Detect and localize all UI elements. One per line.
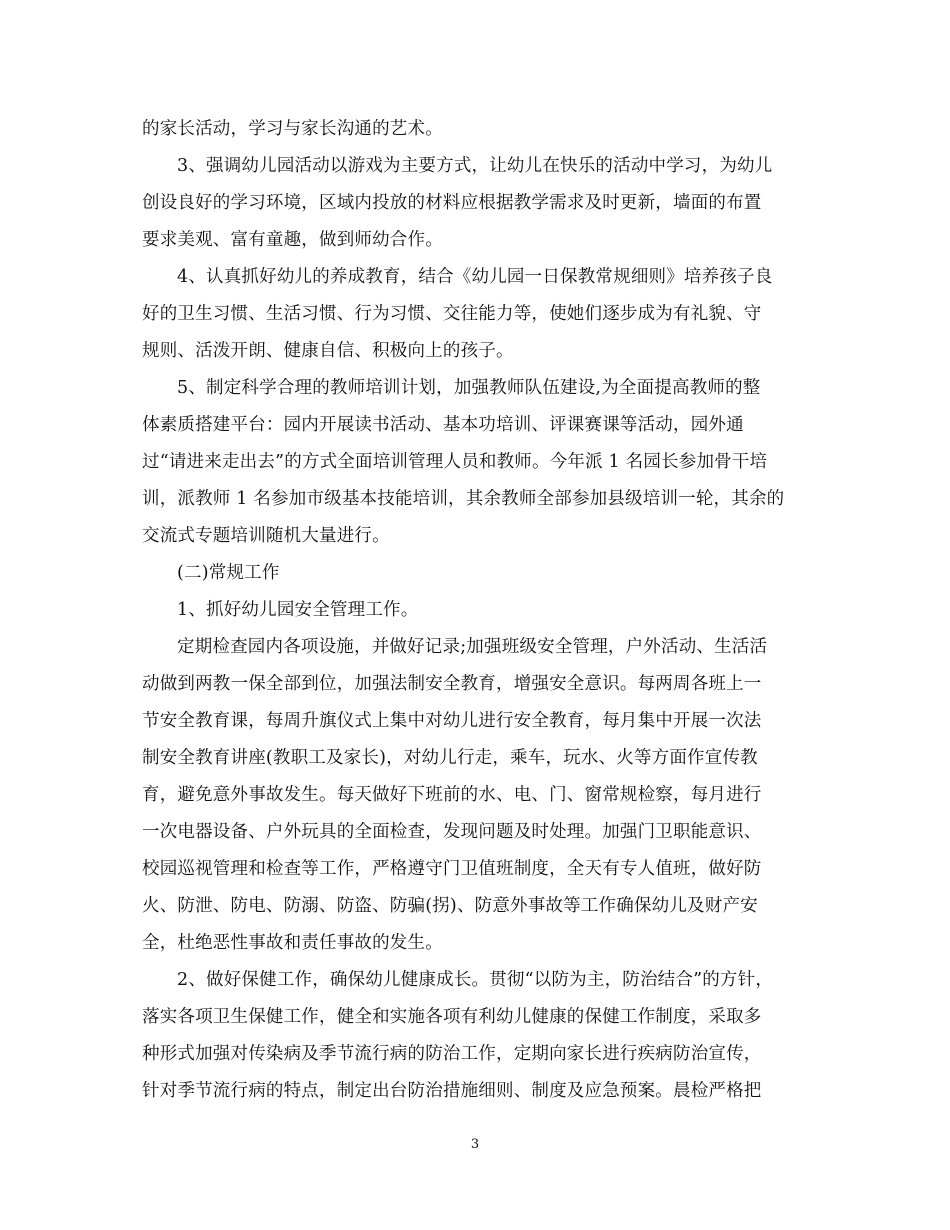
text-line: 过“请进来走出去”的方式全面培训管理人员和教师。今年派 1 名园长参加骨干培 <box>142 452 768 472</box>
text-line: 要求美观、富有童趣，做到师幼合作。 <box>142 230 443 250</box>
subsection-heading: 1、抓好幼儿园安全管理工作。 <box>177 600 419 620</box>
text-line: 交流式专题培训随机大量进行。 <box>142 526 390 546</box>
text-line: 4、认真抓好幼儿的养成教育，结合《幼儿园一日保教常规细则》培养孩子良 <box>177 267 773 287</box>
text-line: 训，派教师 1 名参加市级基本技能培训，其余教师全部参加县级培训一轮，其余的 <box>142 489 785 509</box>
page-number: 3 <box>470 1137 480 1152</box>
text-line: 好的卫生习惯、生活习惯、行为习惯、交往能力等，使她们逐步成为有礼貌、守 <box>142 304 762 324</box>
text-line: 制安全教育讲座(教职工及家长)，对幼儿行走，乘车，玩水、火等方面作宣传教 <box>142 748 758 768</box>
text-line: 种形式加强对传染病及季节流行病的防治工作，定期向家长进行疾病防治宣传， <box>142 1044 762 1064</box>
text-line: 校园巡视管理和检查等工作，严格遵守门卫值班制度，全天有专人值班，做好防 <box>142 859 762 879</box>
text-line: 规则、活泼开朗、健康自信、积极向上的孩子。 <box>142 341 514 361</box>
text-line: 创设良好的学习环境，区域内投放的材料应根据教学需求及时更新，墙面的布置 <box>142 193 762 213</box>
text-line: 体素质搭建平台：园内开展读书活动、基本功培训、评课赛课等活动，园外通 <box>142 415 744 435</box>
text-line: 一次电器设备、户外玩具的全面检查，发现问题及时处理。加强门卫职能意识、 <box>142 822 762 842</box>
text-line: 节安全教育课，每周升旗仪式上集中对幼儿进行安全教育，每月集中开展一次法 <box>142 711 762 731</box>
text-line: 2、做好保健工作，确保幼儿健康成长。贯彻“以防为主，防治结合”的方针， <box>177 970 774 990</box>
text-line: 针对季节流行病的特点，制定出台防治措施细则、制度及应急预案。晨检严格把 <box>142 1081 762 1101</box>
text-line: 定期检查园内各项设施，并做好记录;加强班级安全管理，户外活动、生活活 <box>177 637 768 657</box>
text-line: 的家长活动，学习与家长沟通的艺术。 <box>142 119 443 139</box>
section-heading: (二)常规工作 <box>177 563 280 583</box>
text-line: 全，杜绝恶性事故和责任事故的发生。 <box>142 933 443 953</box>
text-line: 落实各项卫生保健工作，健全和实施各项有利幼儿健康的保健工作制度，采取多 <box>142 1007 762 1027</box>
text-line: 5、制定科学合理的教师培训计划，加强教师队伍建设,为全面提高教师的整 <box>177 378 761 398</box>
text-line: 育，避免意外事故发生。每天做好下班前的水、电、门、窗常规检察，每月进行 <box>142 785 762 805</box>
text-line: 动做到两教一保全部到位，加强法制安全教育，增强安全意识。每两周各班上一 <box>142 674 762 694</box>
text-line: 3、强调幼儿园活动以游戏为主要方式，让幼儿在快乐的活动中学习，为幼儿 <box>177 156 773 176</box>
text-line: 火、防泄、防电、防溺、防盗、防骗(拐)、防意外事故等工作确保幼儿及财产安 <box>142 896 758 916</box>
